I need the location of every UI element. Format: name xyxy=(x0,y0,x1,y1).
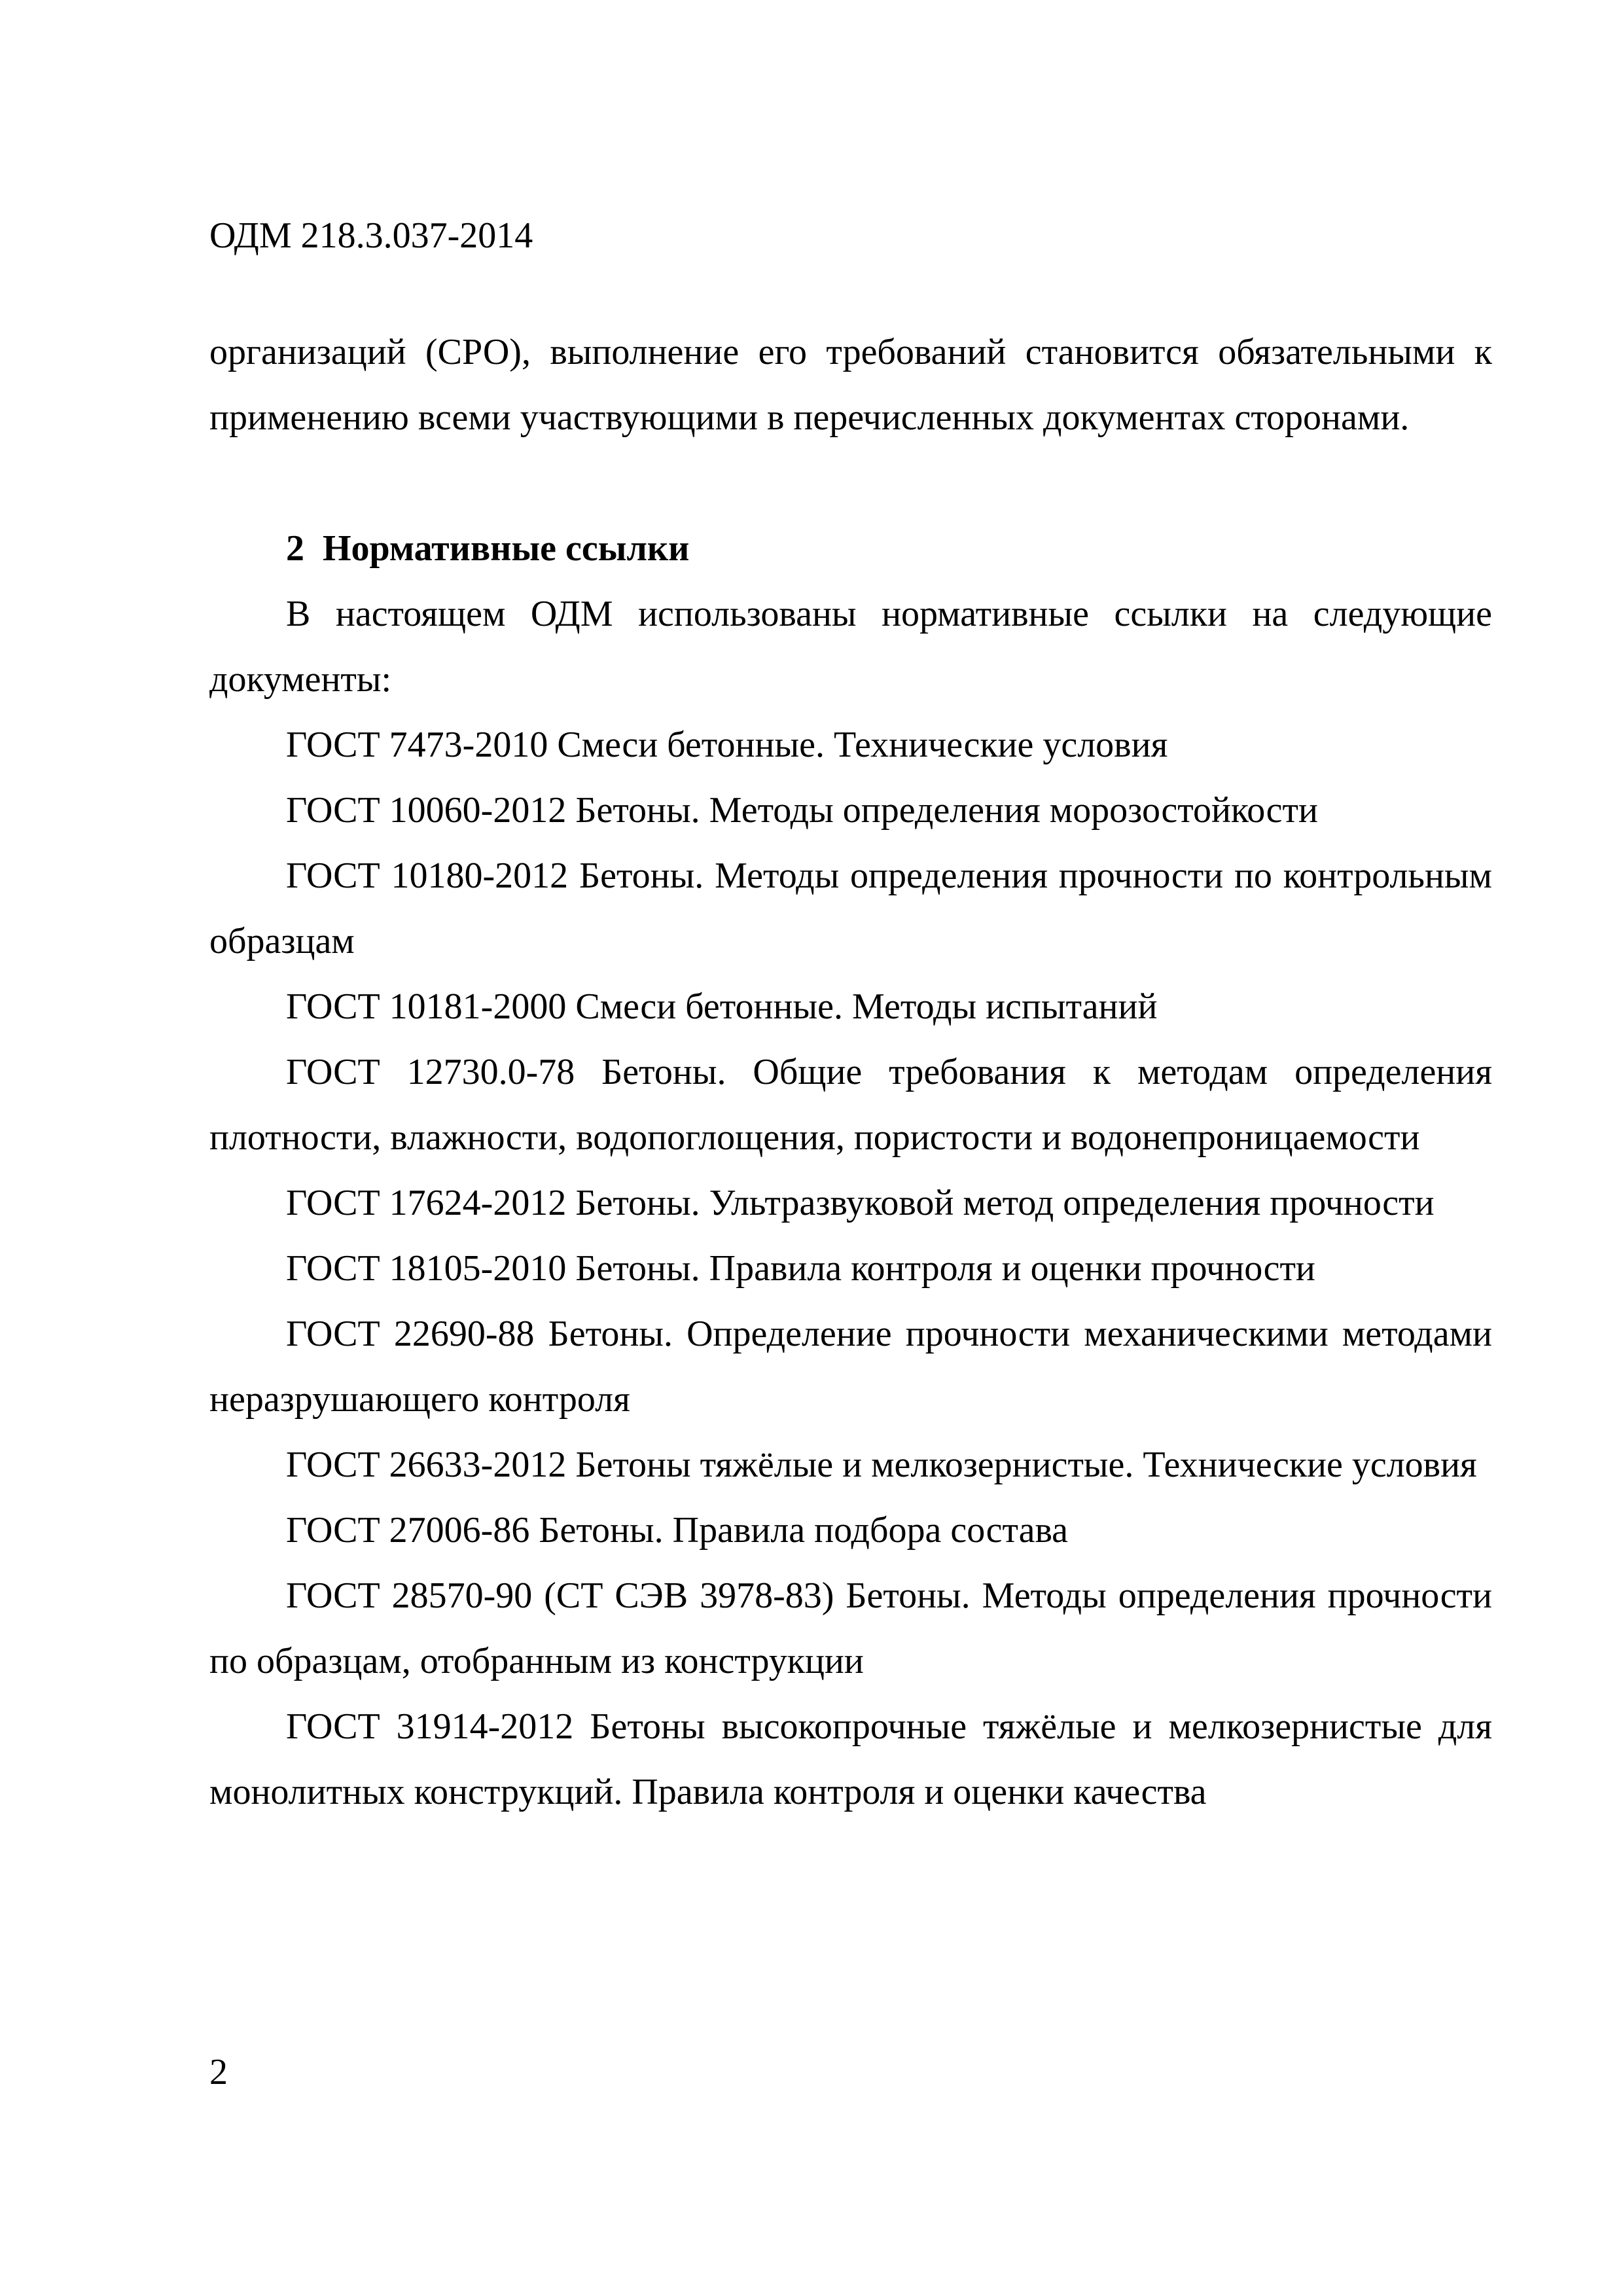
reference-item: ГОСТ 26633-2012 Бетоны тяжёлые и мелкозернистые. Технические условия xyxy=(286,1444,1477,1485)
section-number: 2 xyxy=(286,528,304,569)
section-heading xyxy=(209,516,1492,581)
page-number: 2 xyxy=(209,2052,228,2092)
reference-item: ГОСТ 31914-2012 Бетоны высокопрочные тяжёлые и мелкозернистые для монолитных конструкций. Правила контроля и оценки качества xyxy=(209,1706,1492,1812)
reference-item: ГОСТ 17624-2012 Бетоны. Ультразвуковой метод определения прочности xyxy=(286,1183,1435,1223)
reference-item: ГОСТ 22690-88 Бетоны. Определение прочности механическими методами неразрушающего контроля xyxy=(209,1314,1492,1420)
page-content xyxy=(209,319,1492,1825)
reference-item: ГОСТ 28570-90 (СТ СЭВ 3978-83) Бетоны. Методы определения прочности по образцам, отобранным из конструкции xyxy=(209,1575,1492,1681)
reference-item: ГОСТ 12730.0-78 Бетоны. Общие требования к методам определения плотности, влажности, водопоглощения, пористости и водонепроницаемости xyxy=(209,1052,1492,1158)
reference-item: ГОСТ 18105-2010 Бетоны. Правила контроля и оценки прочности xyxy=(286,1248,1315,1289)
intro-paragraph: организаций (СРО), выполнение его требований становится обязательными к применению всеми участвующими в перечисленных документах сторонами. xyxy=(209,332,1492,438)
reference-item: ГОСТ 10181-2000 Смеси бетонные. Методы испытаний xyxy=(286,986,1158,1027)
section-title: Нормативные ссылки xyxy=(323,528,690,569)
reference-item: ГОСТ 7473-2010 Смеси бетонные. Технические условия xyxy=(286,725,1168,765)
reference-item: ГОСТ 10060-2012 Бетоны. Методы определения морозостойкости xyxy=(286,790,1318,831)
reference-item: ГОСТ 27006-86 Бетоны. Правила подбора состава xyxy=(286,1510,1069,1551)
section-intro-paragraph: В настоящем ОДМ использованы нормативные ссылки на следующие документы: xyxy=(209,594,1492,700)
document-code-header: ОДМ 218.3.037-2014 xyxy=(209,215,533,256)
reference-item: ГОСТ 10180-2012 Бетоны. Методы определения прочности по контрольным образцам xyxy=(209,855,1492,961)
